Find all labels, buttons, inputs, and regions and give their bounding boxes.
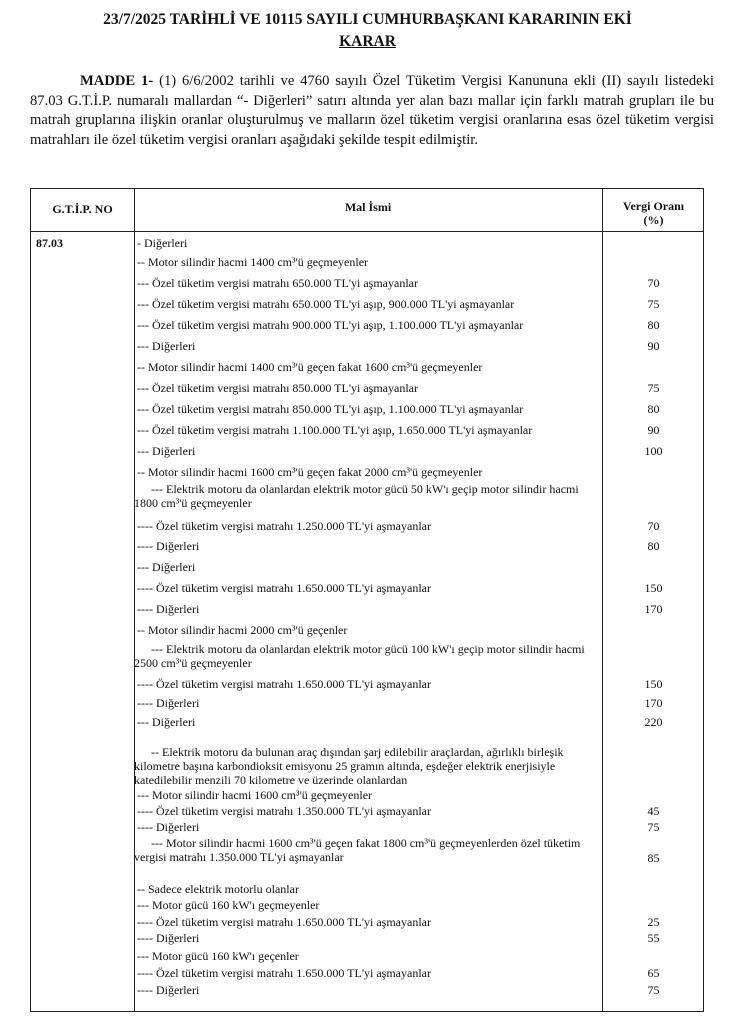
row-label: ---- Özel tüketim vergisi matrahı 1.650.000 TL'yi aşmayanlar — [137, 966, 431, 980]
row-rate: 80 — [647, 539, 660, 553]
row-label: --- Motor gücü 160 kW'ı geçenler — [137, 949, 299, 963]
row-rate: 75 — [647, 297, 660, 311]
row-label: --- Diğerleri — [137, 444, 196, 458]
row-rate: 170 — [644, 696, 663, 710]
row-label: --- Özel tüketim vergisi matrahı 650.000 TL'yi aşıp, 900.000 TL'yi aşmayanlar — [137, 297, 515, 311]
row-label: --- Özel tüketim vergisi matrahı 650.000 TL'yi aşmayanlar — [137, 276, 418, 290]
article-paragraph — [30, 72, 714, 150]
row-label: --- Diğerleri — [137, 339, 196, 353]
article-label: MADDE 1- — [80, 73, 154, 89]
article-text: (1) 6/6/2002 tarihli ve 4760 sayılı Özel Tüketim Vergisi Kanununa ekli (II) sayılı listedeki 87.03 G.T.İ.P. numaralı mallardan “- Diğerleri” satırı altında yer alan bazı mallar için farklı matrah grupları ile bu matrah gruplarına ilişkin oranlar oluşturulmuş ve malların özel tüketim vergisi oranlarına esas özel tüketim vergisi matrahları ile özel tüketim vergisi oranları aşağıdaki şekilde tespit edilmiştir. — [30, 73, 714, 148]
row-rate: 75 — [647, 381, 660, 395]
row-label: ---- Diğerleri — [137, 539, 200, 553]
row-rate: 170 — [644, 602, 663, 616]
row-rate: 45 — [647, 804, 660, 818]
row-label: --- Özel tüketim vergisi matrahı 1.100.000 TL'yi aşıp, 1.650.000 TL'yi aşmayanlar — [137, 423, 533, 437]
row-label: --- Diğerleri — [137, 715, 196, 729]
row-rate: 90 — [647, 423, 660, 437]
header-tax-rate-unit: (%) — [643, 213, 664, 227]
row-rate: 70 — [647, 519, 660, 533]
row-label: ---- Özel tüketim vergisi matrahı 1.650.000 TL'yi aşmayanlar — [137, 915, 431, 929]
header-gtip: G.T.İ.P. NO — [52, 202, 113, 216]
row-label: --- Özel tüketim vergisi matrahı 850.000 TL'yi aşmayanlar — [137, 381, 418, 395]
row-rate: 75 — [647, 983, 660, 997]
row-rate: 90 — [647, 339, 660, 353]
row-label: --- Diğerleri — [137, 560, 196, 574]
row-label: ---- Diğerleri — [137, 820, 200, 834]
row-label: -- Motor silindir hacmi 1400 cm³'ü geçmeyenler — [137, 255, 369, 269]
row-label: --- Elektrik motoru da olanlardan elektrik motor gücü 50 kW'ı geçip motor silindir hacmi 1800 cm³'ü geçmeyenler — [134, 482, 579, 510]
row-label: --- Elektrik motoru da olanlardan elektrik motor gücü 100 kW'ı geçip motor silindir hacmi 2500 cm³'ü geçmeyenler — [134, 642, 585, 670]
row-rate: 70 — [647, 276, 660, 290]
gtip-code: 87.03 — [36, 236, 63, 250]
row-label: --- Motor silindir hacmi 1600 cm³'ü geçen fakat 1800 cm³'ü geçmeyenlerden özel tüketim vergisi matrahı 1.350.000 TL'yi aşmayanlar — [134, 836, 581, 864]
header-tax-rate — [602, 199, 705, 227]
row-rate: 65 — [647, 966, 660, 980]
row-label: -- Elektrik motoru da bulunan araç dışından şarj edilebilir araçlardan, ağırlıklı birleşik kilometre başına karbondioksit emisyonu 25 gramın altında, eşdeğer elektrik enerjisiyle katedilebilir menzili 70 kilometre ve üzerinde olanlardan — [134, 745, 564, 787]
header-divider — [31, 231, 703, 232]
row-label: -- Motor silindir hacmi 1400 cm³'ü geçen fakat 1600 cm³'ü geçmeyenler — [137, 360, 483, 374]
row-rate: 150 — [644, 677, 663, 691]
row-label: -- Motor silindir hacmi 1600 cm³'ü geçen fakat 2000 cm³'ü geçmeyenler — [137, 465, 483, 479]
document-title: 23/7/2025 TARİHLİ VE 10115 SAYILI CUMHURBAŞKANI KARARININ EKİ — [103, 11, 632, 28]
row-rate: 25 — [647, 915, 660, 929]
column-divider — [134, 189, 135, 1011]
row-label: ---- Özel tüketim vergisi matrahı 1.350.000 TL'yi aşmayanlar — [137, 804, 431, 818]
row-rate: 85 — [647, 851, 660, 865]
column-divider — [602, 189, 603, 1011]
row-rate: 220 — [644, 715, 663, 729]
row-rate: 80 — [647, 318, 660, 332]
row-label: ---- Diğerleri — [137, 602, 200, 616]
row-label: ---- Özel tüketim vergisi matrahı 1.650.000 TL'yi aşmayanlar — [137, 581, 431, 595]
row-rate: 150 — [644, 581, 663, 595]
row-rate: 80 — [647, 402, 660, 416]
row-label: ---- Özel tüketim vergisi matrahı 1.250.000 TL'yi aşmayanlar — [137, 519, 431, 533]
row-label: --- Motor silindir hacmi 1600 cm³'ü geçmeyenler — [137, 788, 373, 802]
row-label: --- Özel tüketim vergisi matrahı 850.000 TL'yi aşıp, 1.100.000 TL'yi aşmayanlar — [137, 402, 524, 416]
row-label: --- Motor gücü 160 kW'ı geçmeyenler — [137, 898, 320, 912]
row-label: --- Özel tüketim vergisi matrahı 900.000 TL'yi aşıp, 1.100.000 TL'yi aşmayanlar — [137, 318, 524, 332]
row-label: -- Motor silindir hacmi 2000 cm³'ü geçenler — [137, 623, 348, 637]
row-label: ---- Diğerleri — [137, 983, 200, 997]
row-rate: 55 — [647, 931, 660, 945]
row-label: ---- Özel tüketim vergisi matrahı 1.650.000 TL'yi aşmayanlar — [137, 677, 431, 691]
row-label: - Diğerleri — [137, 236, 188, 250]
row-rate: 75 — [647, 820, 660, 834]
tax-rate-table — [30, 188, 704, 1012]
document-subtitle: KARAR — [339, 33, 396, 50]
row-label: -- Sadece elektrik motorlu olanlar — [137, 882, 299, 896]
row-label: ---- Diğerleri — [137, 696, 200, 710]
row-rate: 100 — [644, 444, 663, 458]
header-item-name: Mal İsmi — [344, 200, 392, 214]
row-label: ---- Diğerleri — [137, 931, 200, 945]
header-tax-rate-label: Vergi Oranı — [622, 199, 685, 213]
